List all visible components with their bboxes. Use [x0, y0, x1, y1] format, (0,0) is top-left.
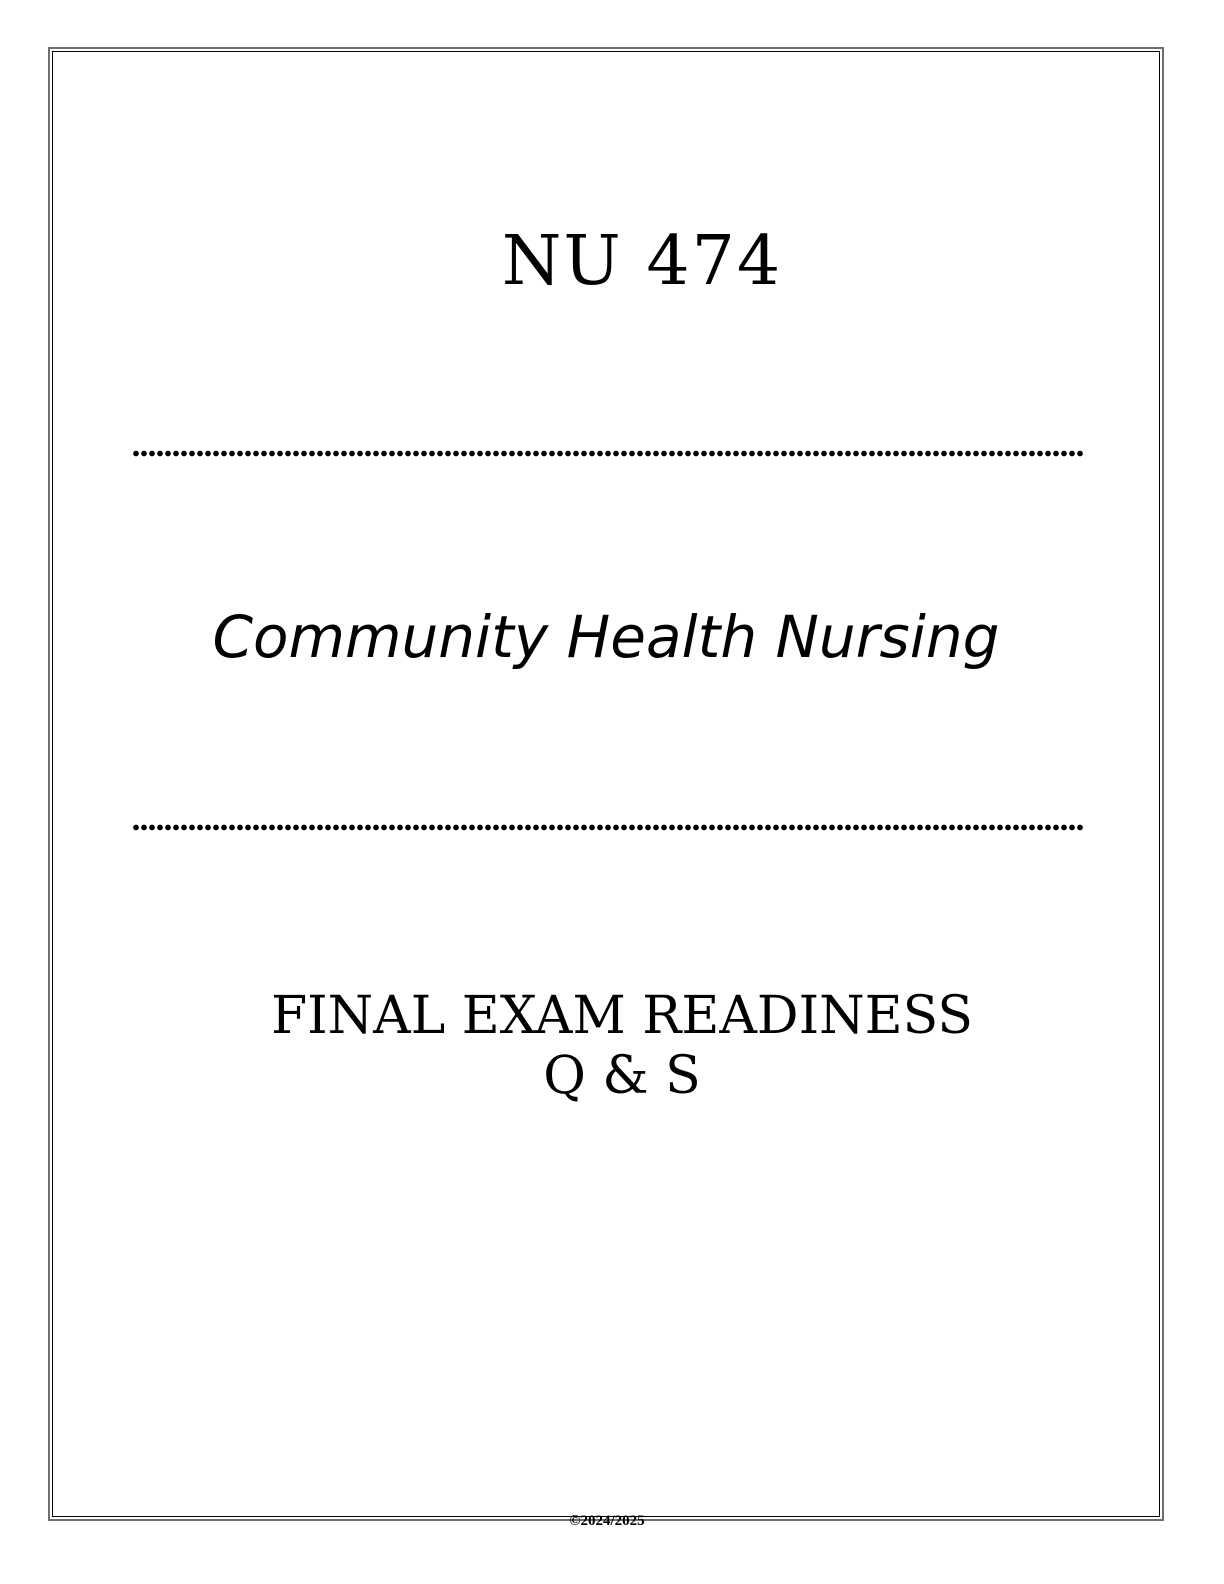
exam-heading-line1: FINAL EXAM READINESS: [271, 986, 973, 1046]
dotted-divider-top: [132, 449, 1084, 458]
course-code: NU 474: [501, 222, 783, 301]
copyright-notice: ©2024/2025: [569, 1513, 645, 1529]
exam-heading: [0, 986, 1224, 1106]
course-title: Community Health Nursing: [212, 603, 1000, 671]
exam-heading-line2: Q & S: [543, 1046, 701, 1106]
dotted-divider-bottom: [132, 823, 1084, 832]
